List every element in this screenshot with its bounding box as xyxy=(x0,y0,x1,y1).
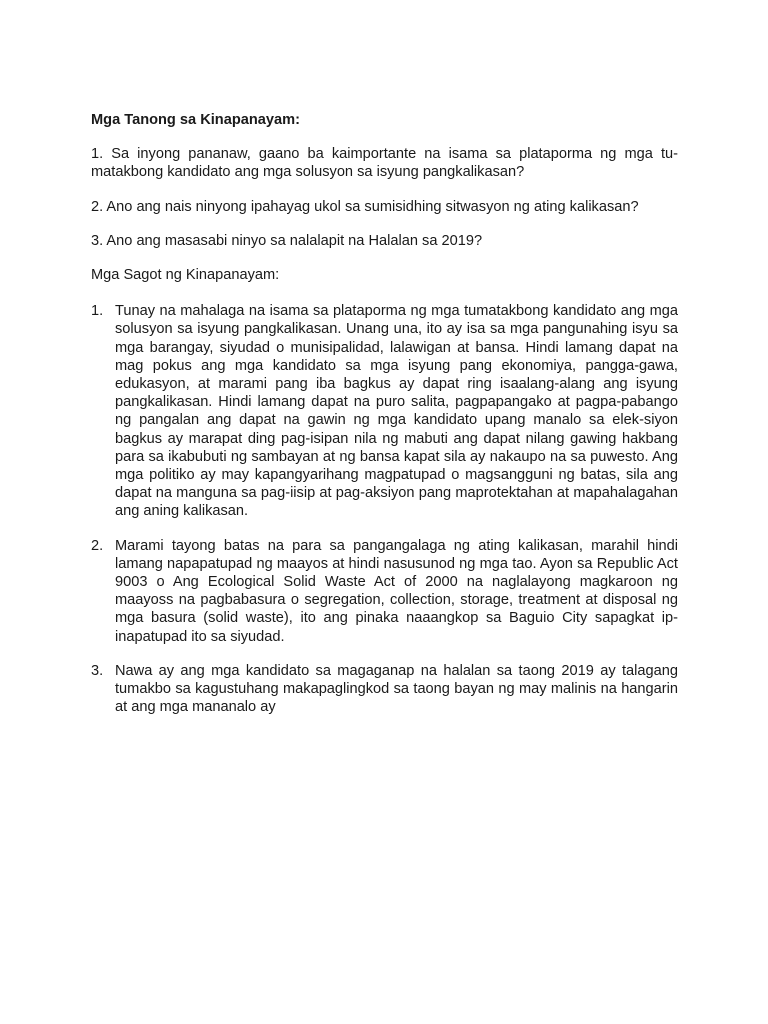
answer-number: 2. xyxy=(91,537,104,554)
question-2: 2. Ano ang nais ninyong ipahayag ukol sa sumisidhing sitwasyon ng ating kalikasan? xyxy=(91,198,639,215)
answer-list xyxy=(91,302,678,716)
answer-text: Nawa ay ang mga kandidato sa magaganap na halalan sa taong 2019 ay talagang tumakbo sa kagustuhang makapaglingkod sa taong bayan ng may malinis na hangarin at ang mga mananalo ay xyxy=(115,662,678,716)
question-1: 1. Sa inyong pananaw, gaano ba kaimportante na isama sa plataporma ng mga tu-matakbong kandidato ang mga solusyon sa isyung pangkalikasan? xyxy=(91,146,678,181)
answer-number: 1. xyxy=(91,303,104,320)
answer-number: 3. xyxy=(91,662,104,679)
answer-text: Tunay na mahalaga na isama sa plataporma ng mga tumatakbong kandidato ang mga solusyon sa isyung pangkalikasan. Unang una, ito ay isa sa mga pangunahing isyu sa mga barangay, siyudad o munisipalidad, lalawigan at bansa. Hindi lamang dapat na mag pokus ang mga kandidato sa mga isyung pang ekonomiya, pangga-gawa, edukasyon, at marami pang iba bagkus ay dapat ring isaalang-alang ang isyung pangkalikasan. Hindi lamang dapat na puro salita, pagpapangako at pagpa-pabango ng pangalan ang dapat na gawin ng mga kandidato upang manalo sa elek-siyon bagkus ay marapat ding pag-isipan nila ng mabuti ang dapat nilang gawing hakbang para sa ikabubuti ng sambayan at ng bansa kapat sila ay nakaupo na sa puwesto. Ang mga politiko ay may kapangyarihang magpatupad o magsangguni ng batas, sila ang dapat na manguna sa pag-iisip at pag-aksiyon pang maprotektahan at mapahalagahan ang aning kalikasan. xyxy=(115,303,678,520)
answer-item-3 xyxy=(91,662,678,717)
answer-item-1 xyxy=(91,302,678,520)
question-3: 3. Ano ang masasabi ninyo sa nalalapit na Halalan sa 2019? xyxy=(91,232,483,249)
answer-item-2 xyxy=(91,537,678,646)
answer-text: Marami tayong batas na para sa pangangalaga ng ating kalikasan, marahil hindi lamang napapatupad ng maayos at hindi nasusunod ng mga tao. Ayon sa Republic Act 9003 o Ang Ecological Solid Waste Act of 2000 na naglalayong magkaroon ng maayoss na pagbabasura o segregation, collection, storage, treatment at disposal ng mga basura (solid waste), ito ang pinaka naaangkop sa Baguio City sapagkat ip-inapatupad ito sa siyudad. xyxy=(115,537,678,645)
answers-label: Mga Sagot ng Kinapanayam: xyxy=(91,267,280,284)
document-heading: Mga Tanong sa Kinapanayam: xyxy=(91,112,300,128)
